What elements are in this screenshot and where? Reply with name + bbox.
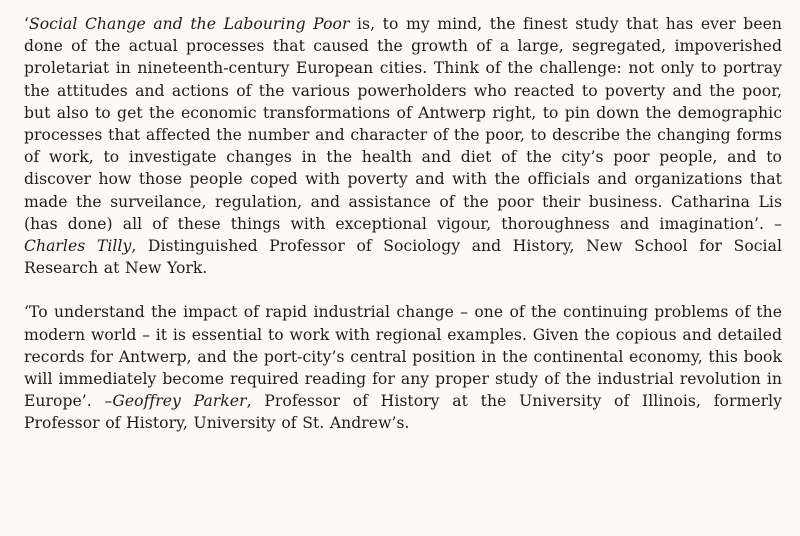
tilly-blurb <box>24 13 782 279</box>
tilly-affiliation: , Distinguished Professor of Sociology and History, New School for Social Research at New York. <box>24 237 782 278</box>
parker-author-name: Geoffrey Parker <box>112 392 247 411</box>
parker-affiliation: , Professor of History at the University of Illinois, formerly Professor of History, University of St. Andrew’s. <box>24 392 782 433</box>
tilly-blurb-body: is, to my mind, the finest study that has ever been done of the actual processes that caused the growth of a large, segregated, impoverished proletariat in nineteenth-century European cities. Think of the challenge: not only to portray the attitudes and actions of the various powerholders who reacted to poverty and the poor, but also to get the economic transformations of Antwerp right, to pin down the demographic processes that affected the number and character of the poor, to describe the changing forms of work, to investigate changes in the health and diet of the city’s poor people, and to discover how those people coped with poverty and with the officials and organizations that made the surveilance, regulation, and assistance of the poor their business. Catharina Lis (has done) all of these things with exceptional vigour, thoroughness and imagination’. – <box>24 15 782 233</box>
parker-blurb <box>24 301 782 434</box>
parker-blurb-body: ‘To understand the impact of rapid industrial change – one of the continuing problems of the modern world – it is essential to work with regional examples. Given the copious and detailed records for Antwerp, and the port-city’s central position in the continental economy, this book will immediately become required reading for any proper study of the industrial revolution in Europe’. – <box>24 303 782 411</box>
book-title: Social Change and the Labouring Poor <box>29 15 350 33</box>
open-quote-mark: ‘ <box>24 15 30 33</box>
tilly-author-name: Charles Tilly <box>24 237 132 256</box>
